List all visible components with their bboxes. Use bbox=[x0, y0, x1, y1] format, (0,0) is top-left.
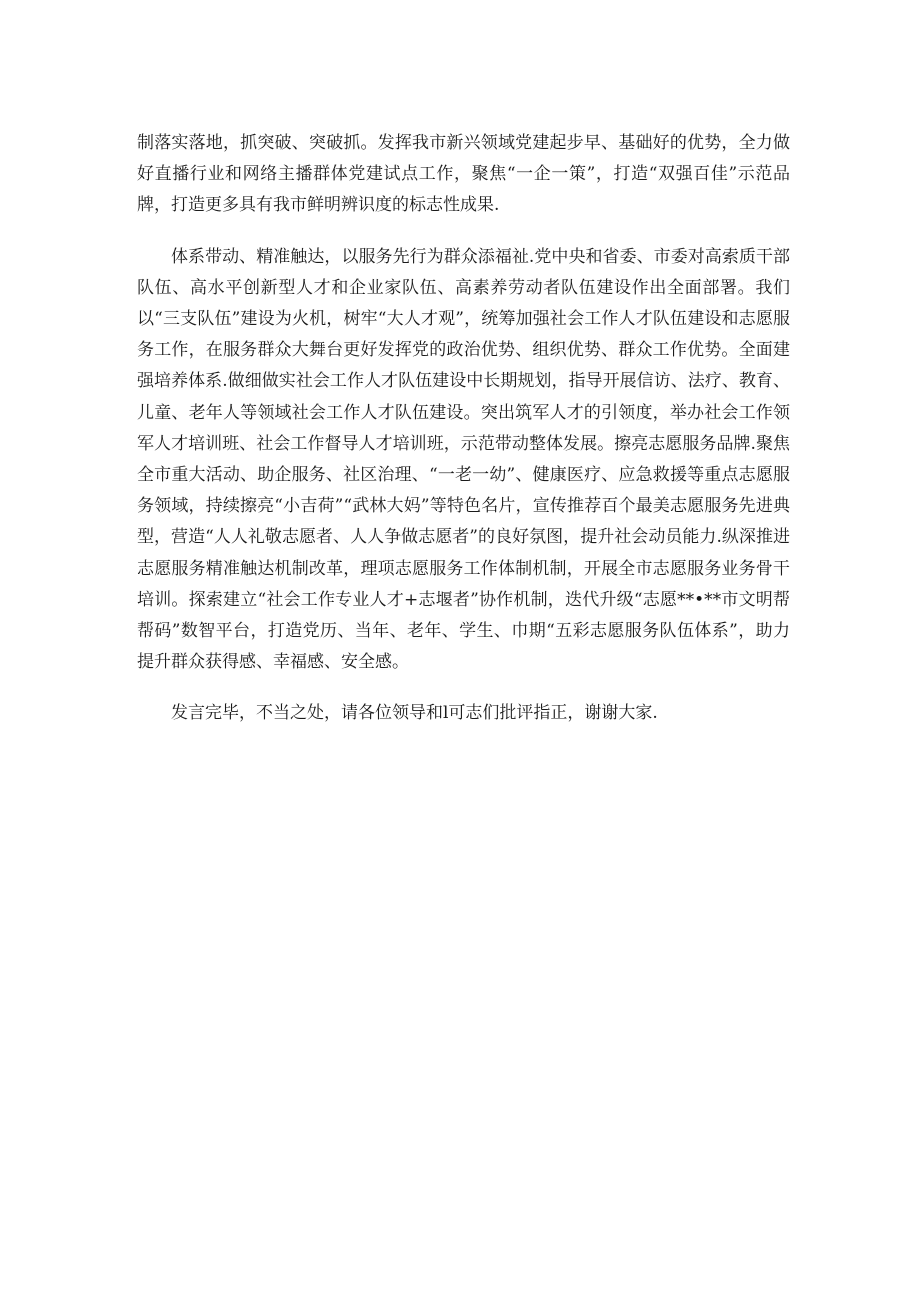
document-body bbox=[137, 128, 790, 750]
paragraph-continuation: 制落实落地，抓突破、突破抓。发挥我市新兴领域党建起步早、基础好的优势，全力做好直播行业和网络主播群体党建试点工作，聚焦“一企一策”，打造“双强百佳”示范品牌，打造更多具有我市鲜明辨识度的标志性成果. bbox=[137, 133, 790, 216]
paragraph-service-system: 体系带动、精准触达，以服务先行为群众添福祉.党中央和省委、市委对高索质干部队伍、高水平创新型人才和企业家队伍、高素养劳动者队伍建设作出全面部署。我们以“三支队伍”建设为火机，树牢“大人才观”，统筹加强社会工作人才队伍建设和志愿服务工作，在服务群众大舞台更好发挥党的政治优势、组织优势、群众工作优势。全面建强培养体系.做细做实社会工作人才队伍建设中长期规划，指导开展信访、法疗、教育、儿童、老年人等领域社会工作人才队伍建设。突出筑军人才的引领度，举办社会工作领军人才培训班、社会工作督导人才培训班，示范带动整体发展。擦亮志愿服务品牌.聚焦全市重大活动、助企服务、社区治理、“一老一幼”、健康医疗、应急救援等重点志愿服务领域，持续擦亮“小吉荷”“武林大妈”等特色名片，宣传推荐百个最美志愿服务先进典型，营造“人人礼敬志愿者、人人争做志愿者”的良好氛图，提升社会动员能力.纵深推进志愿服务精准触达机制改革，理项志愿服务工作体制机制，开展全市志愿服务业务骨干培训。探索建立“社会工作专业人才+志堰者”协作机制，迭代升级“志愿**•**市文明帮帮码”数智平台，打造党历、当年、老年、学生、巾期“五彩志愿服务队伍体系”，助力提升群众获得感、幸福感、安全感。 bbox=[137, 246, 790, 673]
paragraph-closing-remarks: 发言完毕，不当之处，请各位领导和l可志们批评指正，谢谢大家. bbox=[171, 703, 658, 724]
